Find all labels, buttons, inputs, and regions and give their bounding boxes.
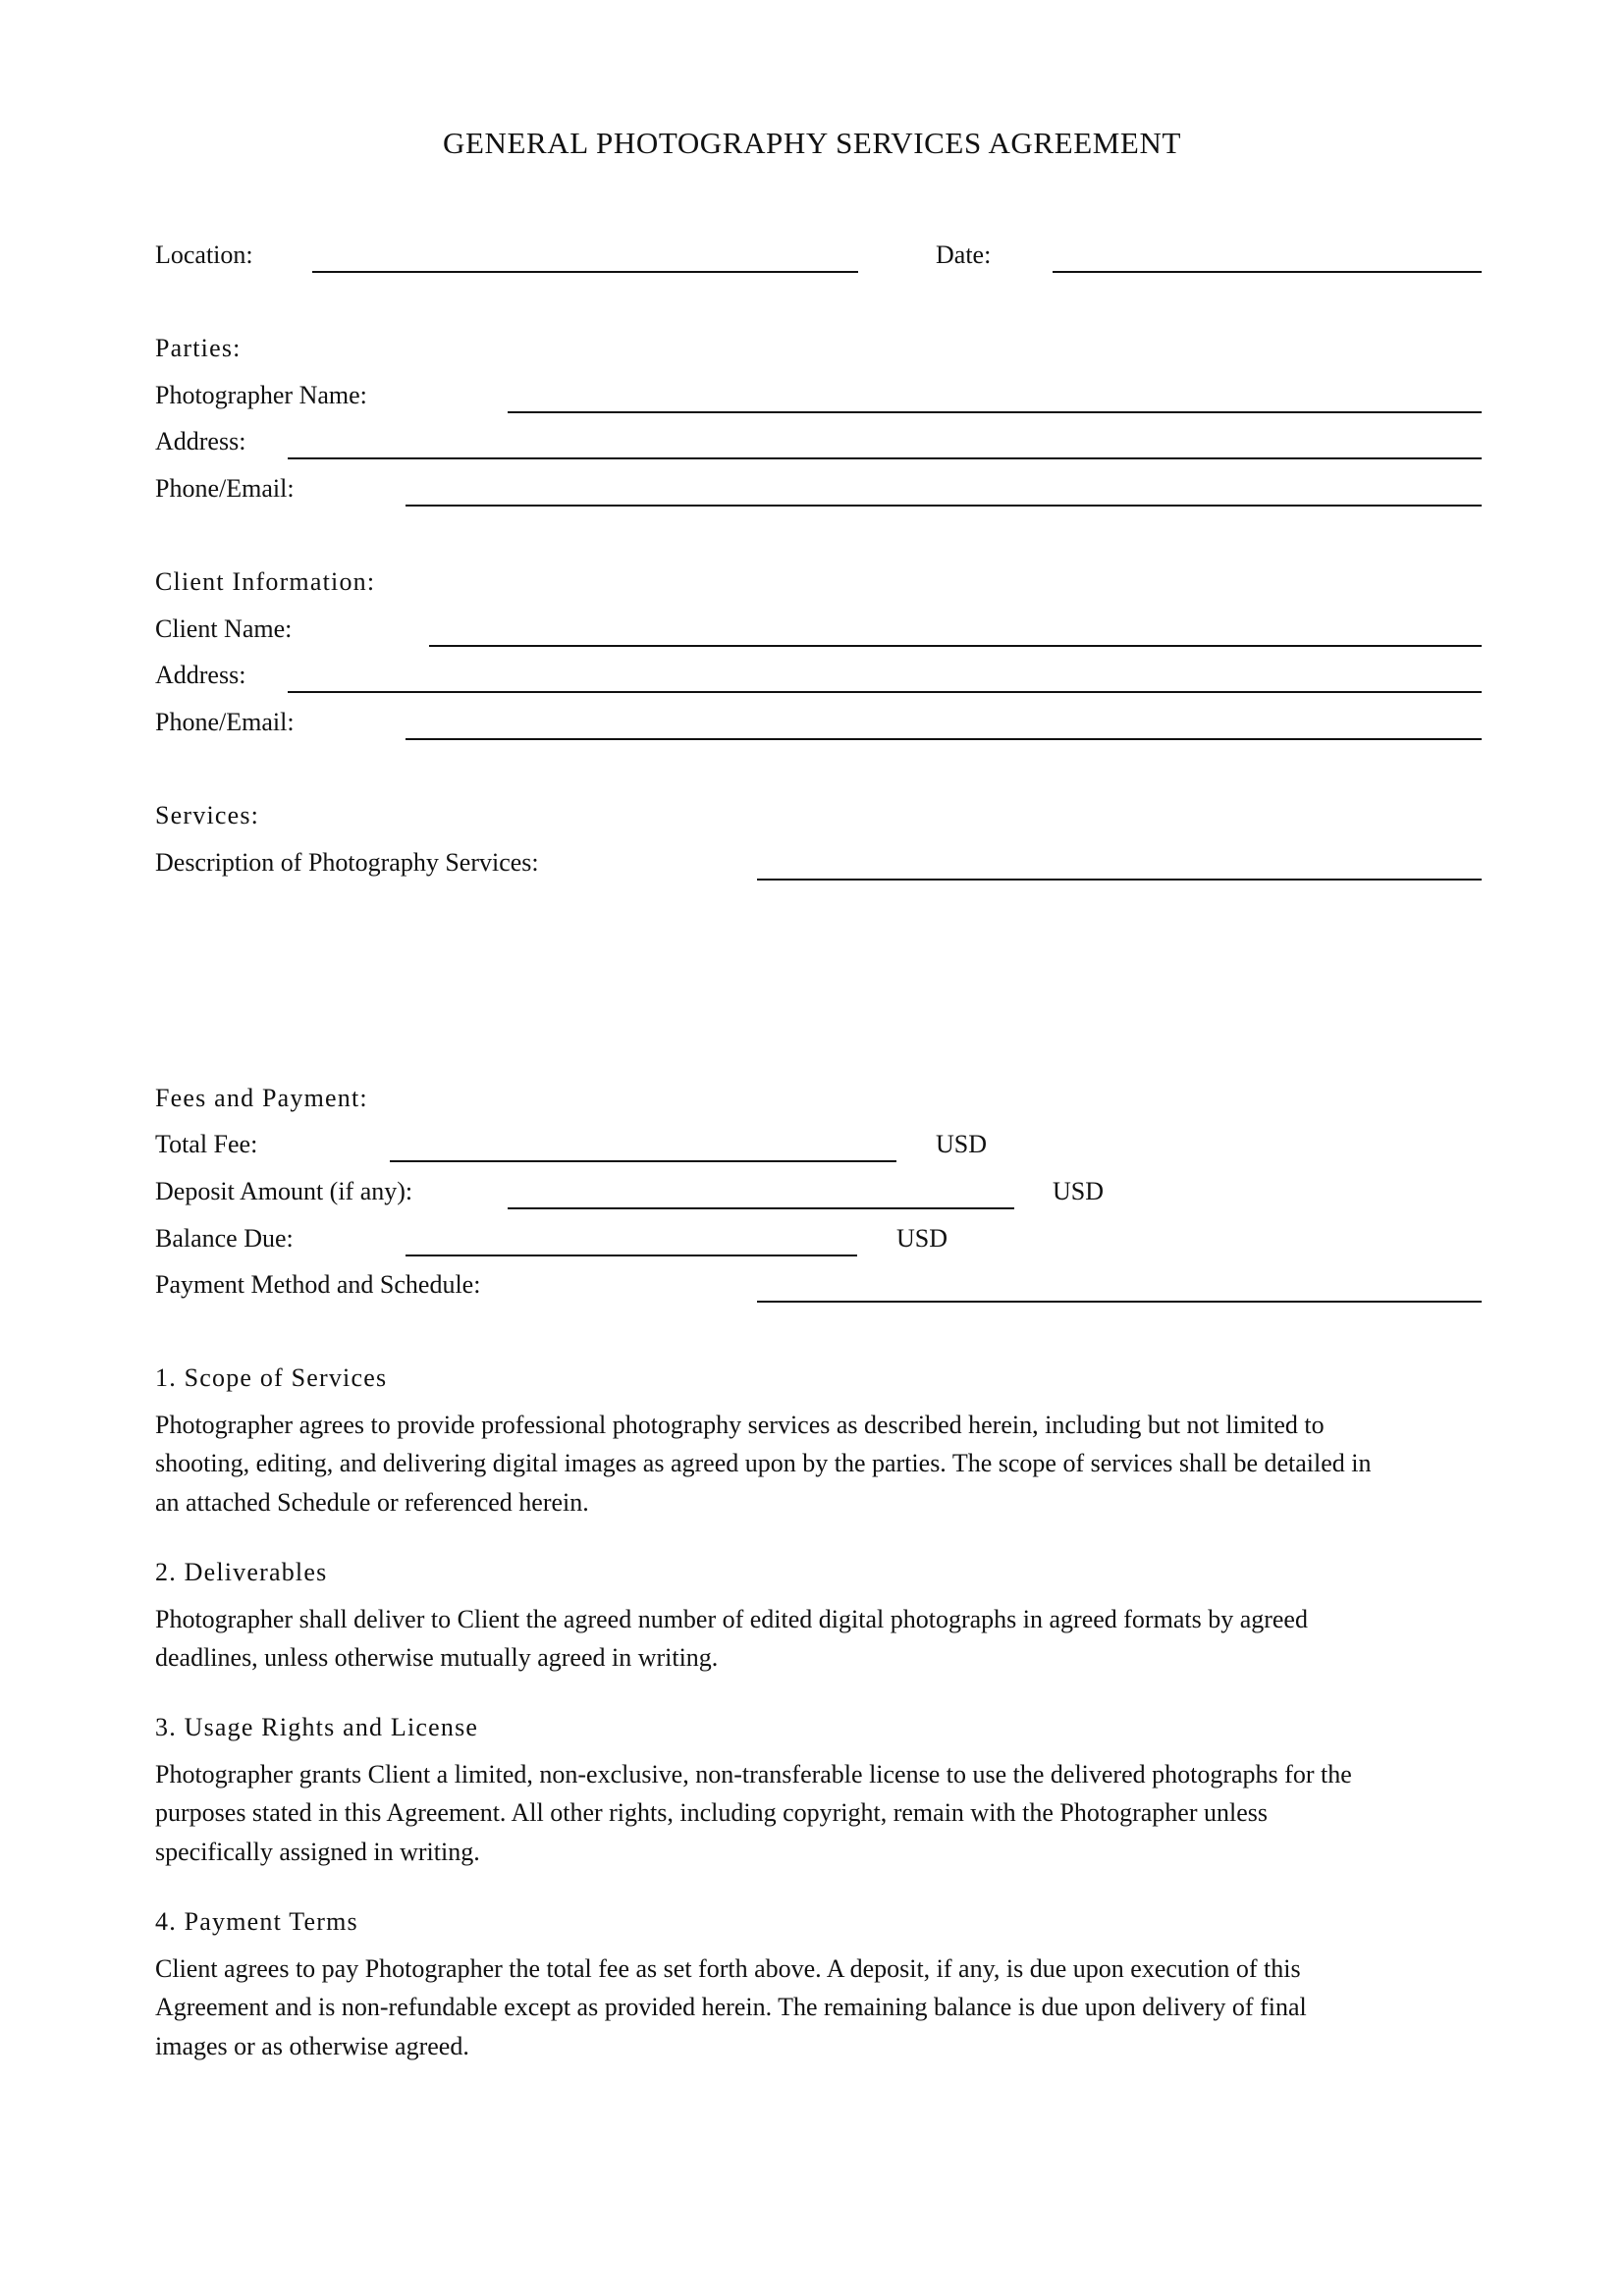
services-description-field[interactable]	[757, 879, 1482, 881]
payment-method-label: Payment Method and Schedule:	[155, 1270, 481, 1299]
document-title: GENERAL PHOTOGRAPHY SERVICES AGREEMENT	[442, 126, 1181, 160]
photographer-address-field[interactable]	[288, 457, 1482, 459]
photographer-name-label: Photographer Name:	[155, 381, 367, 409]
section-text-line: shooting, editing, and delivering digital images as agreed upon by the parties. The scope of services shall be detailed in	[155, 1449, 1372, 1477]
photographer-address-label: Address:	[155, 427, 246, 455]
total-fee-currency: USD	[936, 1130, 988, 1158]
section-text-line: purposes stated in this Agreement. All other rights, including copyright, remain with the Photographer unless	[155, 1798, 1268, 1827]
section-text-line: images or as otherwise agreed.	[155, 2032, 469, 2060]
total-fee-field[interactable]	[390, 1160, 896, 1162]
deposit-label: Deposit Amount (if any):	[155, 1177, 413, 1205]
photographer-phone-email-label: Phone/Email:	[155, 474, 295, 503]
section-text-line: deadlines, unless otherwise mutually agreed in writing.	[155, 1643, 719, 1672]
client-address-field[interactable]	[288, 691, 1482, 693]
location-field[interactable]	[312, 271, 858, 273]
photographer-name-field[interactable]	[508, 411, 1482, 413]
client-info-heading: Client Information:	[155, 567, 376, 596]
location-label: Location:	[155, 240, 253, 269]
parties-heading: Parties:	[155, 334, 242, 362]
section-heading: 2. Deliverables	[155, 1558, 328, 1586]
services-description-label: Description of Photography Services:	[155, 848, 539, 877]
client-phone-email-field[interactable]	[406, 738, 1482, 740]
section-text-line: Photographer grants Client a limited, non-exclusive, non-transferable license to use the delivered photographs for the	[155, 1760, 1352, 1789]
section-text-line: an attached Schedule or referenced herein.	[155, 1488, 589, 1517]
balance-due-currency: USD	[896, 1224, 948, 1253]
balance-due-field[interactable]	[406, 1255, 857, 1256]
section-text-line: Client agrees to pay Photographer the total fee as set forth above. A deposit, if any, is due upon execution of this	[155, 1954, 1301, 1983]
services-heading: Services:	[155, 801, 260, 829]
section-heading: 3. Usage Rights and License	[155, 1713, 479, 1741]
section-text-line: Photographer shall deliver to Client the agreed number of edited digital photographs in agreed formats by agreed	[155, 1605, 1308, 1633]
section-text-line: Photographer agrees to provide professional photography services as described herein, including but not limited to	[155, 1411, 1325, 1439]
client-name-field[interactable]	[429, 645, 1482, 647]
fees-heading: Fees and Payment:	[155, 1084, 368, 1112]
date-field[interactable]	[1053, 271, 1482, 273]
deposit-field[interactable]	[508, 1207, 1014, 1209]
payment-method-field[interactable]	[757, 1301, 1482, 1303]
client-address-label: Address:	[155, 661, 246, 689]
total-fee-label: Total Fee:	[155, 1130, 258, 1158]
date-label: Date:	[936, 240, 992, 269]
client-phone-email-label: Phone/Email:	[155, 708, 295, 736]
photographer-phone-email-field[interactable]	[406, 505, 1482, 507]
section-text-line: Agreement and is non-refundable except as provided herein. The remaining balance is due upon delivery of final	[155, 1993, 1307, 2021]
client-name-label: Client Name:	[155, 614, 293, 643]
section-text-line: specifically assigned in writing.	[155, 1838, 480, 1866]
section-heading: 4. Payment Terms	[155, 1907, 358, 1936]
section-heading: 1. Scope of Services	[155, 1363, 388, 1392]
balance-due-label: Balance Due:	[155, 1224, 294, 1253]
deposit-currency: USD	[1053, 1177, 1105, 1205]
